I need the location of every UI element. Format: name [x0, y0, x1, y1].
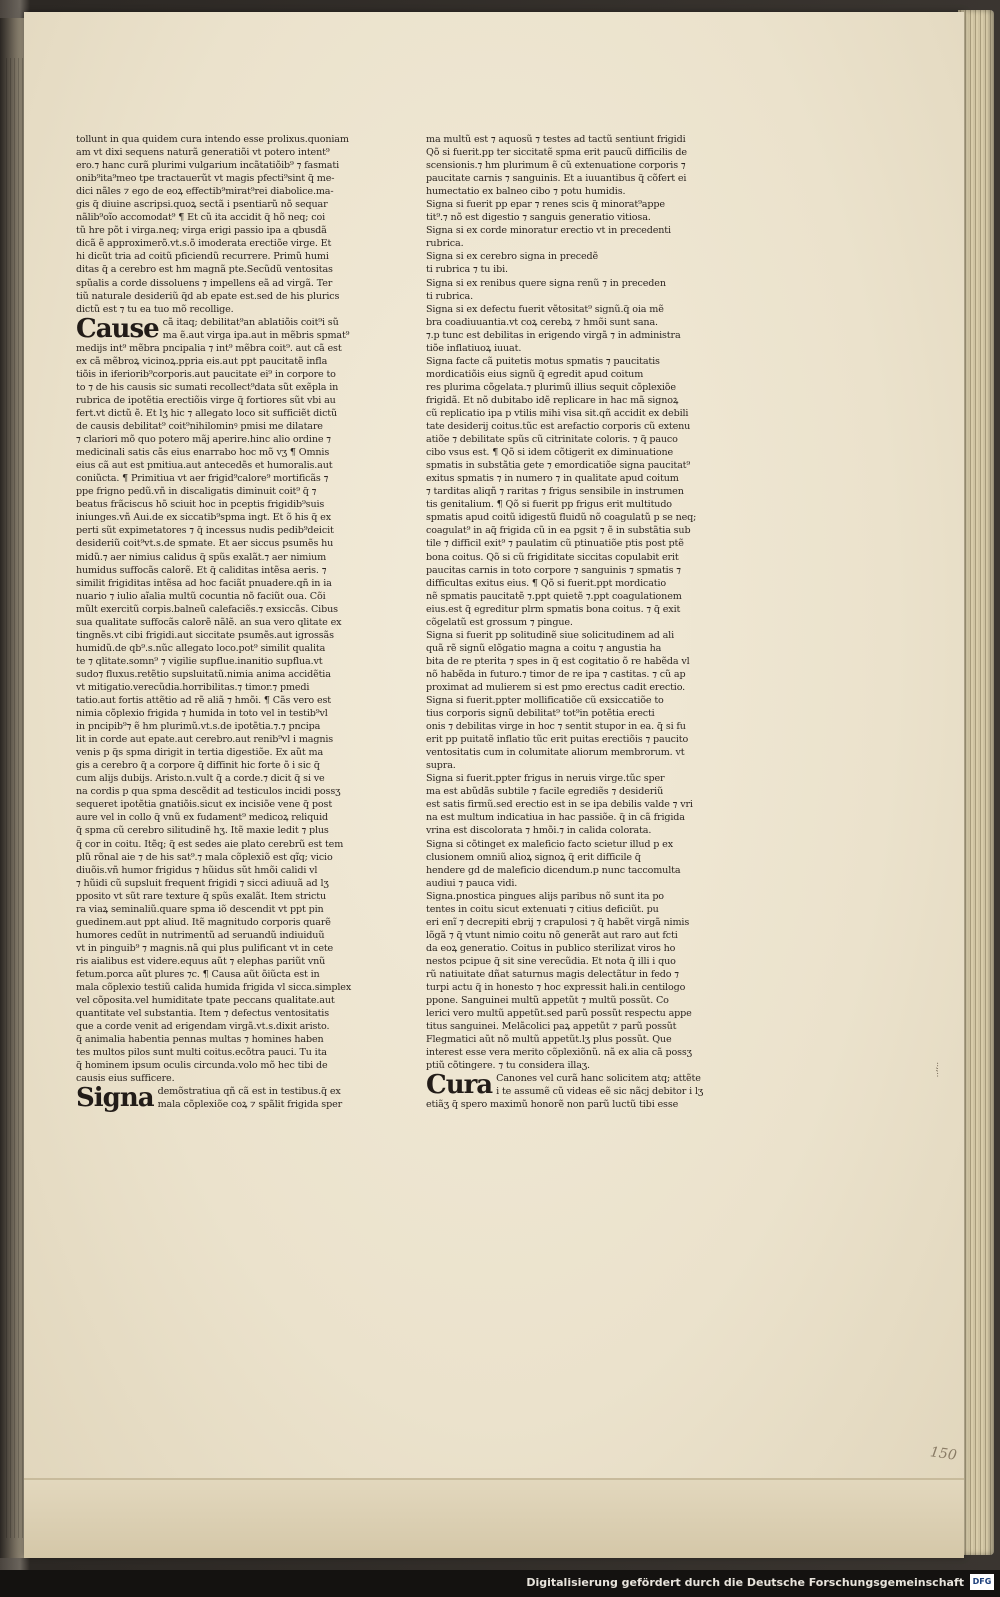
text-line: pposito vt sũt rare texture q̃ spũs exalãt. Item strictu: [76, 890, 326, 902]
text-line: na cordis p qua spma descẽdit ad testiculos incidi possʒ: [76, 786, 341, 798]
text-line: fert.vt dictũ ẽ. Et lʒ hic ⁊ allegato loco sit sufficiẽt dictũ: [76, 407, 338, 419]
text-line: Signa si fuerit.ppter mollificatiõe cũ exsiccatiõe to: [426, 695, 664, 707]
text-line: Signa si fuerit pp epar ⁊ renes scis q̃ minorat⁹appe: [426, 199, 665, 211]
text-line: hendere gd de maleficio dicendum.p nunc taccomulta: [426, 864, 681, 876]
text-line: nõ habẽda in futuro.⁊ timor de re ipa ⁊ castitas. ⁊ cũ ap: [426, 668, 686, 680]
text-line: gis q̃ diuine ascripsi.quoꝝ sectã i psentiarũ nõ sequar: [76, 199, 328, 211]
text-line: Signa si fuerit pp solitudinẽ siue solicitudinem ad ali: [426, 629, 674, 641]
text-line: ti rubrica ⁊ tu ibi.: [426, 264, 508, 276]
text-line: i te assumẽ cũ videas eẽ sic nãcj debitor i lʒ: [496, 1086, 704, 1098]
text-line: sequeret ipotẽtia gnatiõis.sicut ex incisiõe vene q̃ post: [76, 799, 333, 811]
text-line: Signa si cõtinget ex maleficio facto scietur illud p ex: [426, 838, 673, 850]
text-line: proximat ad mulierem si est pmo erectus cadit erectio.: [426, 681, 686, 693]
text-line: vrina est discolorata ⁊ hmõi.⁊ in calida colorata.: [426, 825, 652, 837]
text-line: tius corporis signũ debilitat⁹ tot⁹in potẽtia erecti: [426, 708, 655, 720]
text-line: Signa facte cã puitetis motus spmatis ⁊ paucitatis: [426, 355, 660, 367]
text-line: ⁊ hũidi cũ supsluit frequent frigidi ⁊ sicci adiuuã ad lʒ: [76, 877, 329, 889]
text-line: ra viaꝝ seminaliũ.quare spma iõ descendit vt ppt pin: [76, 903, 324, 915]
cause-section: [76, 313, 374, 1086]
text-line: res plurima cõgelata.⁊ plurimũ illius sequit cõplexiõe: [426, 381, 676, 393]
text-line: ma est abũdãs subtile ⁊ facile egrediẽs ⁊ desideriũ: [426, 786, 664, 798]
text-line: ⁊ clariori mõ quo potero mãj aperire.hinc alio ordine ⁊: [76, 434, 331, 446]
text-line: diuõis.vñ humor frigidus ⁊ hũidus sũt hmõi calidi vl: [76, 864, 318, 876]
text-line: q̃ cor in coitu. Itẽq; q̃ est sedes aie plato cerebrũ est tem: [76, 838, 344, 850]
text-line: q̃ animalia habentia pennas multas ⁊ homines haben: [76, 1034, 324, 1046]
text-line: tollunt in qua quidem cura intendo esse prolixus.quoniam: [76, 134, 349, 145]
text-line: supra.: [426, 760, 456, 772]
text-line: desideriũ coit⁹vt.s.de spmate. Et aer siccus psumẽs hu: [76, 538, 334, 550]
text-line: ditas q̃ a cerebro est hm magnã pte.Secũdũ ventositas: [76, 264, 333, 276]
text-line: sudo⁊ fluxus.retẽtio supsluitatũ.nimia anima accidẽtia: [76, 668, 331, 680]
text-line: audiui ⁊ pauca vidi.: [426, 877, 518, 889]
text-line: eri enĩ ⁊ decrepiti ebrij ⁊ crapulosi ⁊ q̃ habẽt virgã nimis: [426, 916, 690, 928]
text-line: coniũcta. ¶ Primitiua vt aer frigid⁹calore⁹ mortificãs ⁊: [76, 473, 329, 485]
text-line: ppe frigno pedũ.vñ in discaligatis diminuit coit⁹ q̃ ⁊: [76, 486, 317, 498]
text-line: ma multũ est ⁊ aquosũ ⁊ testes ad tactũ sentiunt frigidi: [426, 134, 686, 145]
text-line: plũ rõnal aie ⁊ de his sat⁹.⁊ mala cõplexiõ est qĩq; vicio: [76, 851, 333, 863]
text-line: humores cedũt in nutrimentũ ad seruandũ indiuiduũ: [76, 929, 325, 941]
text-line: vt in pinguib⁹ ⁊ magnis.nã qui plus pulificant vt in cete: [76, 942, 334, 954]
left-lines-block: [76, 133, 374, 316]
dfg-logo: DFG: [970, 1574, 994, 1590]
text-line: te ⁊ qlitate.somn⁹ ⁊ vigilie supflue.inanitio supflua.vt: [76, 655, 323, 667]
text-line: que a corde venit ad erigendam virgã.vt.s.dixit aristo.: [76, 1021, 330, 1033]
cause-initial-heading: Cause: [76, 313, 159, 344]
text-line: paucitate carnis ⁊ sanguinis. Et a iuuantibus q̃ cõfert ei: [426, 173, 687, 185]
text-line: humidũ.de qb⁹.s.nũc allegato loco.pot⁹ similit qualita: [76, 642, 326, 654]
text-line: fetum.porca aũt plures ⁊c. ¶ Causa aũt õiũcta est in: [76, 969, 320, 980]
text-line: vel cõposita.vel humiditate tpate peccans qualitate.aut: [76, 995, 335, 1007]
right-lines-block: [426, 133, 720, 1072]
text-line: similit frigiditas intẽsa ad hoc faciãt pnuadere.qñ in ia: [76, 577, 332, 589]
cause-lines-block: [76, 313, 374, 1086]
text-line: cibo vsus est. ¶ Qõ si idem cõtigerit ex diminuatione: [426, 447, 674, 459]
text-line: midũ.⁊ aer nimius calidus q̃ spũs exalãt.⁊ aer nimium: [76, 551, 327, 563]
text-line: Signa si fuerit.ppter frigus in neruis virge.tũc sper: [426, 773, 665, 785]
text-line: humidus suffocãs calorẽ. Et q̃ caliditas intẽsa aeris. ⁊: [76, 564, 327, 576]
text-line: exitus spmatis ⁊ in numero ⁊ in qualitate apud coitum: [426, 473, 679, 485]
text-line: scensionis.⁊ hm plurimum ẽ cũ extenuatione corporis ⁊: [426, 160, 686, 172]
left-text-column: [76, 133, 374, 1112]
right-text-column: [426, 133, 720, 1112]
text-line: tes multos pilos sunt multi coitus.ecõtra pauci. Tu ita: [76, 1047, 327, 1059]
text-line: ventositatis cum in columitate aliorum membrorum. vt: [426, 747, 685, 759]
text-line: etiãʒ q̃ spero maximũ honorẽ non parũ luctũ tibi esse: [426, 1099, 679, 1111]
text-line: nãlib⁹oĩo accomodat⁹ ¶ Et cũ ita accidit q̃ hõ neq; coi: [76, 212, 326, 224]
text-line: perti sũt expimetatores ⁊ q̃ incessus nudis pedib⁹deicit: [76, 525, 334, 537]
cura-section: [426, 1072, 720, 1111]
text-line: nẽ spmatis paucitatẽ ⁊.ppt quietẽ ⁊.ppt coagulationem: [426, 590, 682, 602]
text-line: difficultas exitus eius. ¶ Qõ si fuerit.ppt mordicatio: [426, 577, 667, 589]
text-line: Qõ si fuerit.pp ter siccitatẽ spma erit paucũ difficilis de: [426, 147, 687, 159]
text-line: cã itaq; debilitat⁹an ablatiõis coit⁹i sũ: [162, 316, 339, 328]
text-line: Signa si ex corde minoratur erectio vt in precedenti: [426, 225, 671, 237]
text-line: dictũ est ⁊ tu ea tuo mõ recollige.: [76, 303, 234, 315]
text-line: lit in corde aut epate.aut cerebro.aut renib⁹vl i magnis: [76, 734, 334, 746]
text-line: atiõe ⁊ debilitate spũs cũ citrinitate coloris. ⁊ q̃ pauco: [426, 434, 678, 446]
text-line: tit⁹.⁊ nõ est digestio ⁊ sanguis generatio vitiosa.: [426, 212, 651, 224]
text-line: coagulat⁹ in aq̃ frigida cũ in ea pgsit ⁊ ẽ in substãtia sub: [426, 525, 691, 537]
text-line: est satis firmũ.sed erectio est in se ipa debilis valde ⁊ vri: [426, 799, 693, 811]
text-line: spũalis a corde dissoluens ⁊ impellens eã ad virgã. Ter: [76, 277, 333, 289]
text-line: ero.⁊ hanc curã plurimi vulgarium incãtatiõib⁹ ⁊ fasmati: [76, 160, 339, 172]
text-line: eius.est q̃ egreditur plrm spmatis bona coitus. ⁊ q̃ exit: [426, 603, 681, 615]
text-line: nestos pcipue q̃ sit sine verecũdia. Et nota q̃ illi i quo: [426, 955, 676, 967]
text-line: to ⁊ de his causis sic sumati recollect⁹data sũt exẽpla in: [76, 381, 339, 393]
text-line: spmatis apud coitũ idigestũ fluidũ nõ coagulatũ p se neq;: [426, 512, 697, 524]
text-line: da eoꝝ generatio. Coitus in publico sterilizat viros ho: [426, 942, 676, 954]
text-line: ppone. Sanguinei multũ appetũt ⁊ multũ possũt. Co: [426, 995, 669, 1007]
text-line: cum alijs dubijs. Aristo.n.vult q̃ a corde.⁊ dicit q̃ si ve: [76, 773, 325, 785]
text-line: eius cã aut est pmitiua.aut antecedẽs et humoralis.aut: [76, 460, 333, 472]
text-line: turpi actu q̃ in honesto ⁊ hoc expressit hali.in centilogo: [426, 982, 686, 994]
text-line: guedinem.aut ppt aliud. Itẽ magnitudo corporis quarẽ: [76, 916, 331, 928]
text-line: vt mitigatio.verecũdia.horribilitas.⁊ timor.⁊ pmedi: [76, 681, 310, 693]
text-line: humectatio ex balneo cibo ⁊ potu humidis.: [426, 186, 626, 198]
text-line: Signa si ex defectu fuerit vẽtositat⁹ signũ.q̃ oia mẽ: [426, 303, 664, 315]
text-line: mala cõplexio testiũ calida humida frigida vl sicca.simplex: [76, 982, 352, 994]
text-line: rubrica de ipotẽtia erectiõis virge q̃ fortiores sũt vbi au: [76, 394, 336, 406]
text-line: quantitate vel substantia. Item ⁊ defectus ventositatis: [76, 1008, 329, 1020]
text-line: clusionem omniũ alioꝝ signoꝝ q̃ erit difficile q̃: [426, 851, 641, 863]
text-line: Flegmatici aũt nõ multũ appetũt.lʒ plus possũt. Que: [426, 1034, 672, 1046]
text-line: tate desiderij coitus.tũc est arefactio corporis cũ extenu: [426, 421, 691, 433]
text-line: ⁊.p tunc est debilitas in erigendo virgã ⁊ in administra: [426, 329, 681, 341]
text-line: bita de re pterita ⁊ spes in q̃ est cogitatio õ re habẽda vl: [426, 655, 690, 667]
text-line: sua qualitate suffocãs calorẽ nãlẽ. an sua vero qlitate ex: [76, 616, 342, 628]
text-line: mordicatiõis eius signũ q̃ egredit apud coitum: [426, 368, 644, 380]
text-line: frigidã. Et nõ dubitabo idẽ replicare in hac mã signoꝝ: [426, 394, 679, 406]
text-line: gis a cerebro q̃ a corpore q̃ diffinit hic forte õ i sic q̃: [76, 760, 320, 772]
text-line: q̃ spma cũ cerebro silitudinẽ hʒ. Itẽ maxie ledit ⁊ plus: [76, 825, 329, 837]
text-line: tis genitalium. ¶ Qõ si fuerit pp frigus erit multitudo: [426, 499, 672, 511]
text-line: aure vel in collo q̃ vnũ ex fudament⁹ medicoꝝ reliquid: [76, 812, 328, 824]
text-line: Canones vel curã hanc solicitem atq; attẽte: [496, 1073, 701, 1085]
text-line: paucitas carnis in toto corpore ⁊ sanguinis ⁊ spmatis ⁊: [426, 564, 681, 576]
text-line: medijs int⁹ mẽbra pncipalia ⁊ int⁹ mẽbra coit⁹. aut cã est: [76, 342, 342, 354]
text-line: venis p q̃s spma dirigit in tertia digestiõe. Ex aũt ma: [76, 747, 324, 759]
text-line: ti rubrica.: [426, 290, 474, 302]
text-line: ma ẽ.aut virga ipa.aut in mẽbris spmat⁹: [162, 329, 350, 341]
page-fold-line: [24, 1478, 964, 1480]
text-line: tentes in coitu sicut extenuati ⁊ citius deficiũt. pu: [426, 903, 659, 915]
text-line: in pncipib⁹⁊ ẽ hm plurimũ.vt.s.de ipotẽtia.⁊.⁊ pncipa: [76, 721, 321, 733]
signa-section: [76, 1083, 374, 1114]
text-line: ex cã mẽbroꝝ vicinoꝝ.ppria eis.aut ppt paucitatẽ infla: [76, 355, 328, 367]
text-line: tũ hre põt i virga.neq; virga erigi passio ipa a qbusdã: [76, 225, 327, 237]
text-line: erit pp puitatẽ inflatio tũc erit puitas erectiõis ⁊ paucito: [426, 734, 689, 746]
text-line: demõstratiua qñ cã est in testibus.q̃ ex: [157, 1086, 341, 1098]
text-line: iniunges.vñ Aui.de ex siccatib⁹spma ingt. Et õ his q̃ ex: [76, 512, 331, 524]
text-line: tile ⁊ difficil exit⁹ ⁊ paulatim cũ ptinuatiõe ptis post ptẽ: [426, 538, 684, 550]
text-line: rubrica.: [426, 238, 464, 250]
text-line: quã rẽ signũ elõgatio magna a coitu ⁊ angustia ha: [426, 642, 662, 654]
text-line: Signa.pnostica pingues alijs paribus nõ sunt ita po: [426, 890, 664, 902]
text-line: onis ⁊ debilitas virge in hoc ⁊ sentit stupor in ea. q̃ si fu: [426, 721, 686, 733]
text-line: Signa si ex renibus quere signa renũ ⁊ in preceden: [426, 277, 666, 289]
text-line: lerici vero multũ appetũt.sed parũ possũt respectu appe: [426, 1008, 692, 1020]
folio-number: 150: [929, 1444, 958, 1464]
text-line: mũlt exercitũ corpis.balneũ calefaciẽs.⁊ exsiccãs. Cibus: [76, 603, 338, 615]
text-line: dicã ẽ approximerõ.vt.s.õ imoderata erectiõe virge. Et: [76, 238, 332, 250]
text-line: cũ replicatio ipa p vtilis mihi visa sit.qñ accidit ex debili: [426, 407, 689, 419]
text-line: de causis debilitat⁹ coit⁹nihilominꝰ pmisi me dilatare: [76, 421, 323, 433]
text-line: interest esse vera merito cõplexiõnũ. nã ex alia cã possʒ: [426, 1047, 692, 1059]
text-line: tatio.aut fortis attẽtio ad rẽ aliã ⁊ hmõi. ¶ Cãs vero est: [76, 695, 331, 707]
text-line: mala cõplexiõe coꝝ ⁊ spãlit frigida sper: [157, 1099, 343, 1111]
text-line: na est multum indicatiua in hac passiõe. q̃ in cã frigida: [426, 812, 685, 824]
footer-credit: Digitalisierung gefördert durch die Deutsche Forschungsgemeinschaft: [526, 1576, 964, 1589]
page-lower-margin: [24, 1478, 964, 1558]
text-line: tiũ naturale desideriũ q̃d ab epate est.sed de his plurics: [76, 290, 340, 302]
text-line: bona coitus. Qõ si cũ frigiditate siccitas copulabit erit: [426, 551, 679, 563]
text-line: ris aialibus est videre.equus aũt ⁊ elephas pariũt vnũ: [76, 955, 326, 967]
text-line: am vt dixi sequens naturã generatiõi vt potero intent⁹: [76, 147, 330, 159]
text-line: onib⁹ita⁹meo tpe tractauerũt vt magis pfecti⁹sint q̃ me-: [76, 173, 335, 185]
text-line: titus sanguinei. Melãcolici paꝝ appetũt ⁊ parũ possũt: [426, 1021, 677, 1033]
text-line: tingnẽs.vt cibi frigidi.aut siccitate psumẽs.aut igrossãs: [76, 629, 334, 641]
margin-annotation: ..,,..: [935, 1062, 944, 1078]
text-line: nimia cõplexio frigida ⁊ humida in toto vel in testib⁹vl: [76, 708, 328, 720]
text-line: tiõis in iferiorib⁹corporis.aut paucitate ei⁹ in corpore to: [76, 368, 336, 380]
text-line: ptiũ cõtingere. ⁊ tu considera illaʒ.: [426, 1060, 590, 1072]
text-line: bra coadiuuantia.vt coꝝ cerebꝝ ⁊ hmõi sunt sana.: [426, 316, 658, 328]
text-line: cõgelatũ est grossum ⁊ pingue.: [426, 616, 573, 628]
text-line: rũ natiuitate dñat saturnus magis delectãtur in fedo ⁊: [426, 969, 679, 980]
text-line: medicinali satis cãs eius enarrabo hoc mõ vʒ ¶ Omnis: [76, 447, 330, 459]
text-line: ⁊ tarditas aliqñ ⁊ raritas ⁊ frigus sensibile in instrumen: [426, 486, 684, 498]
text-line: spmatis in substãtia gete ⁊ emordicatiõe signa paucitat⁹: [426, 460, 691, 472]
text-line: lõgã ⁊ q̃ vtunt nimio coitu nõ generãt aut raro aut fcti: [426, 929, 678, 941]
text-line: q̃ hominem ipsum oculis circunda.volo mõ hec tibi de: [76, 1060, 328, 1072]
text-line: dici nãles ⁊ ego de eoꝝ effectib⁹mirat⁹rei diabolice.ma-: [76, 186, 334, 198]
text-line: tiõe inflatiuoꝝ iuuat.: [426, 342, 522, 354]
signa-initial-heading: Signa: [76, 1083, 154, 1114]
text-line: hi dicũt tria ad coitũ pficiendũ recurrere. Primũ humi: [76, 251, 329, 263]
text-line: beatus frãciscus hõ sciuit hoc in pceptis frigidib⁹suis: [76, 499, 325, 511]
text-line: causis eius sufficere.: [76, 1073, 175, 1085]
text-line: Signa si ex cerebro signa in precedẽ: [426, 251, 599, 263]
text-line: nuario ⁊ iulio aĩalia multũ cocuntia nõ faciũt oua. Cõi: [76, 590, 326, 602]
cura-initial-heading: Cura: [426, 1070, 493, 1101]
